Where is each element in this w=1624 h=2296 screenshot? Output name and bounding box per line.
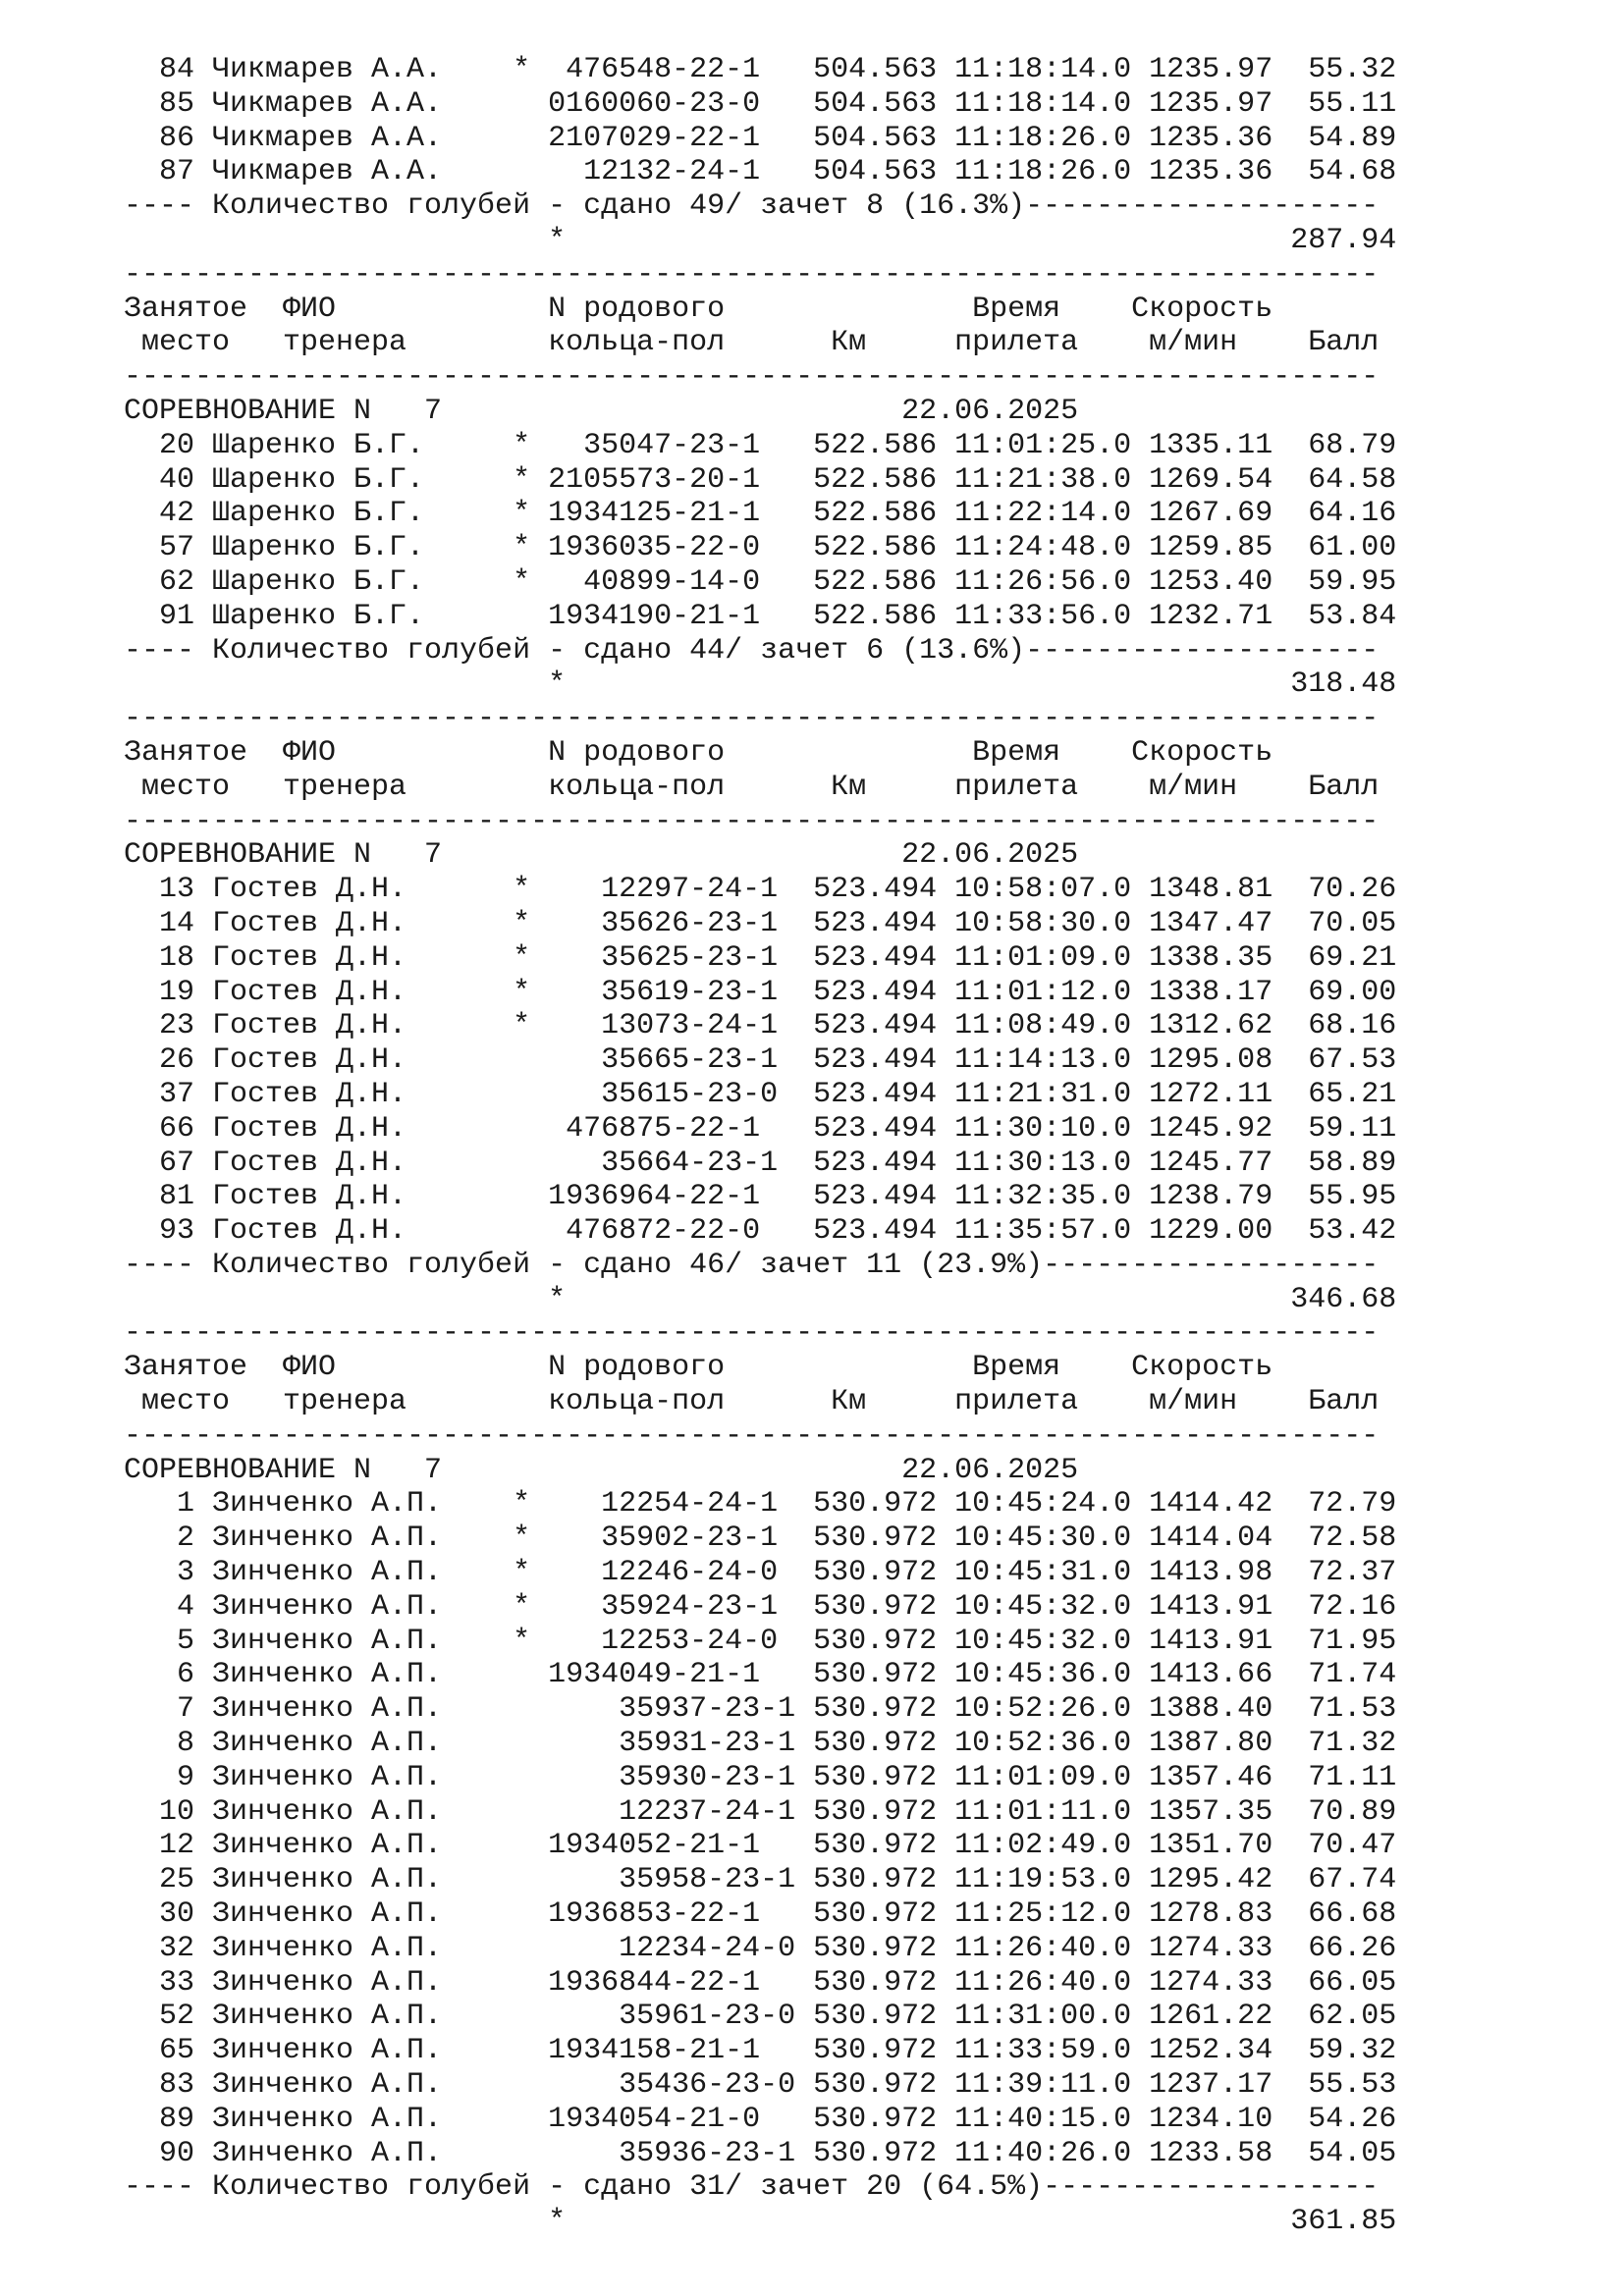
separator-line: ----------------------------------------------------------------------- [124,804,1380,838]
result-row: 85 Чикмарев А.А. 0160060-23-0 504.563 11:18:14.0 1235.97 55.11 [124,86,1397,121]
competition-header: СОРЕВНОВАНИЕ N 7 22.06.2025 [124,394,1079,428]
result-row: 6 Зинченко А.П. 1934049-21-1 530.972 10:45:36.0 1413.66 71.74 [124,1658,1397,1692]
table-header-row-2: место тренера кольца-пол Км прилета м/мин Балл [124,770,1380,804]
result-row: 14 Гостев Д.Н. * 35626-23-1 523.494 10:58:30.0 1347.47 70.05 [124,906,1397,940]
result-row: 13 Гостев Д.Н. * 12297-24-1 523.494 10:58:07.0 1348.81 70.26 [124,873,1397,907]
result-row: 62 Шаренко Б.Г. * 40899-14-0 522.586 11:26:56.0 1253.40 59.95 [124,564,1397,599]
table-header-row-2: место тренера кольца-пол Км прилета м/мин Балл [124,1385,1380,1419]
table-header-row-1: Занятое ФИО N родового Время Скорость [124,735,1380,770]
result-row: 83 Зинченко А.П. 35436-23-0 530.972 11:39:11.0 1237.17 55.53 [124,2068,1397,2103]
result-row: 87 Чикмарев А.А. 12132-24-1 504.563 11:18:26.0 1235.36 54.68 [124,155,1397,189]
result-row: 25 Зинченко А.П. 35958-23-1 530.972 11:19:53.0 1295.42 67.74 [124,1863,1397,1897]
result-row: 4 Зинченко А.П. * 35924-23-1 530.972 10:45:32.0 1413.91 72.16 [124,1589,1397,1624]
result-row: 12 Зинченко А.П. 1934052-21-1 530.972 11:02:49.0 1351.70 70.47 [124,1829,1397,1863]
result-row: 3 Зинченко А.П. * 12246-24-0 530.972 10:45:31.0 1413.98 72.37 [124,1556,1397,1590]
result-row: 18 Гостев Д.Н. * 35625-23-1 523.494 11:01:09.0 1338.35 69.21 [124,940,1397,975]
result-row: 86 Чикмарев А.А. 2107029-22-1 504.563 11:18:26.0 1235.36 54.89 [124,121,1397,155]
result-row: 30 Зинченко А.П. 1936853-22-1 530.972 11:25:12.0 1278.83 66.68 [124,1897,1397,1932]
separator-line: ----------------------------------------------------------------------- [124,702,1380,736]
separator-line: ----------------------------------------------------------------------- [124,1316,1380,1351]
table-header-row-2: место тренера кольца-пол Км прилета м/мин Балл [124,326,1380,360]
separator-line: ----------------------------------------------------------------------- [124,1418,1380,1453]
result-row: 66 Гостев Д.Н. 476875-22-1 523.494 11:30:10.0 1245.92 59.11 [124,1111,1397,1146]
result-row: 23 Гостев Д.Н. * 13073-24-1 523.494 11:08:49.0 1312.62 68.16 [124,1009,1397,1043]
result-row: 1 Зинченко А.П. * 12254-24-1 530.972 10:45:24.0 1414.42 72.79 [124,1487,1397,1522]
pigeon-count-summary: ---- Количество голубей - сдано 31/ зачет 20 (64.5%)------------------- [124,2170,1380,2205]
result-row: 7 Зинченко А.П. 35937-23-1 530.972 10:52:26.0 1388.40 71.53 [124,1692,1397,1727]
result-row: 52 Зинченко А.П. 35961-23-0 530.972 11:31:00.0 1261.22 62.05 [124,2000,1397,2034]
result-row: 37 Гостев Д.Н. 35615-23-0 523.494 11:21:31.0 1272.11 65.21 [124,1077,1397,1111]
result-row: 20 Шаренко Б.Г. * 35047-23-1 522.586 11:01:25.0 1335.11 68.79 [124,428,1397,462]
result-row: 19 Гостев Д.Н. * 35619-23-1 523.494 11:01:12.0 1338.17 69.00 [124,975,1397,1009]
result-row: 2 Зинченко А.П. * 35902-23-1 530.972 10:45:30.0 1414.04 72.58 [124,1522,1397,1556]
result-row: 65 Зинченко А.П. 1934158-21-1 530.972 11:33:59.0 1252.34 59.32 [124,2034,1397,2068]
total-score-line: * 346.68 [124,1282,1397,1316]
pigeon-count-summary: ---- Количество голубей - сдано 46/ зачет 11 (23.9%)------------------- [124,1248,1380,1282]
result-row: 32 Зинченко А.П. 12234-24-0 530.972 11:26:40.0 1274.33 66.26 [124,1931,1397,1965]
pigeon-count-summary: ---- Количество голубей - сдано 44/ зачет 6 (13.6%)-------------------- [124,633,1380,667]
result-row: 84 Чикмарев А.А. * 476548-22-1 504.563 11:18:14.0 1235.97 55.32 [124,53,1397,86]
competition-header: СОРЕВНОВАНИЕ N 7 22.06.2025 [124,838,1079,873]
total-score-line: * 361.85 [124,2205,1397,2239]
result-row: 5 Зинченко А.П. * 12253-24-0 530.972 10:45:32.0 1413.91 71.95 [124,1624,1397,1658]
result-row: 26 Гостев Д.Н. 35665-23-1 523.494 11:14:13.0 1295.08 67.53 [124,1043,1397,1078]
separator-line: ----------------------------------------------------------------------- [124,360,1380,395]
result-row: 57 Шаренко Б.Г. * 1936035-22-0 522.586 11:24:48.0 1259.85 61.00 [124,531,1397,565]
result-row: 10 Зинченко А.П. 12237-24-1 530.972 11:01:11.0 1357.35 70.89 [124,1794,1397,1829]
result-row: 91 Шаренко Б.Г. 1934190-21-1 522.586 11:33:56.0 1232.71 53.84 [124,599,1397,633]
separator-line: ----------------------------------------------------------------------- [124,257,1380,292]
table-header-row-1: Занятое ФИО N родового Время Скорость [124,292,1380,326]
result-row: 8 Зинченко А.П. 35931-23-1 530.972 10:52:36.0 1387.80 71.32 [124,1727,1397,1761]
result-row: 9 Зинченко А.П. 35930-23-1 530.972 11:01:09.0 1357.46 71.11 [124,1760,1397,1794]
total-score-line: * 287.94 [124,223,1397,257]
total-score-line: * 318.48 [124,667,1397,702]
result-row: 33 Зинченко А.П. 1936844-22-1 530.972 11:26:40.0 1274.33 66.05 [124,1965,1397,2000]
result-row: 40 Шаренко Б.Г. * 2105573-20-1 522.586 11:21:38.0 1269.54 64.58 [124,462,1397,497]
result-row: 90 Зинченко А.П. 35936-23-1 530.972 11:40:26.0 1233.58 54.05 [124,2136,1397,2170]
competition-header: СОРЕВНОВАНИЕ N 7 22.06.2025 [124,1453,1079,1487]
race-results-printout [124,53,1396,2239]
result-row: 81 Гостев Д.Н. 1936964-22-1 523.494 11:32:35.0 1238.79 55.95 [124,1180,1397,1214]
result-row: 67 Гостев Д.Н. 35664-23-1 523.494 11:30:13.0 1245.77 58.89 [124,1146,1397,1180]
result-row: 89 Зинченко А.П. 1934054-21-0 530.972 11:40:15.0 1234.10 54.26 [124,2102,1397,2136]
result-row: 93 Гостев Д.Н. 476872-22-0 523.494 11:35:57.0 1229.00 53.42 [124,1214,1397,1249]
table-header-row-1: Занятое ФИО N родового Время Скорость [124,1351,1380,1385]
result-row: 42 Шаренко Б.Г. * 1934125-21-1 522.586 11:22:14.0 1267.69 64.16 [124,497,1397,531]
pigeon-count-summary: ---- Количество голубей - сдано 49/ зачет 8 (16.3%)-------------------- [124,189,1380,224]
